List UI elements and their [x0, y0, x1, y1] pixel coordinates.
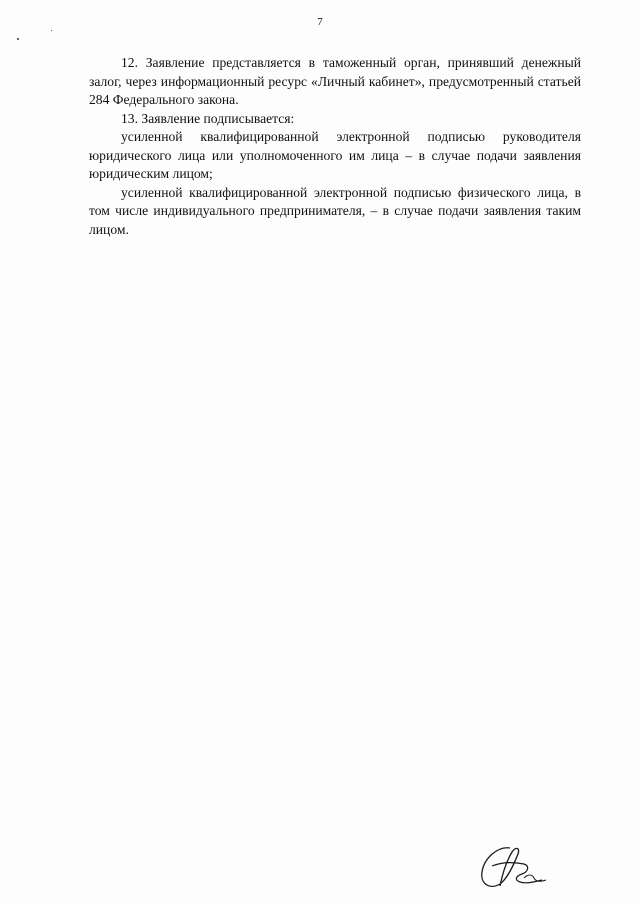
scan-speck [17, 38, 19, 40]
paragraph-13-legal-entity: усиленной квалифицированной электронной подписью руководителя юридического лица или уполномоченного им лица – в случае подачи заявления юридическим лицом; [89, 129, 581, 181]
paragraph-13-individual: усиленной квалифицированной электронной подписью физического лица, в том числе индивидуального предпринимателя, – в случае подачи заявления таким лицом. [89, 184, 581, 237]
handwritten-signature-icon [470, 840, 550, 895]
document-body [89, 54, 581, 239]
page-number: 7 [317, 16, 323, 28]
paragraph-12: 12. Заявление представляется в таможенный орган, принявший денежный залог, через информационный ресурс «Личный кабинет», предусмотренный статьей 284 Федерального закона. [89, 55, 581, 107]
paragraph-13-heading: 13. Заявление подписывается: [121, 110, 295, 126]
scan-speck [51, 30, 52, 31]
